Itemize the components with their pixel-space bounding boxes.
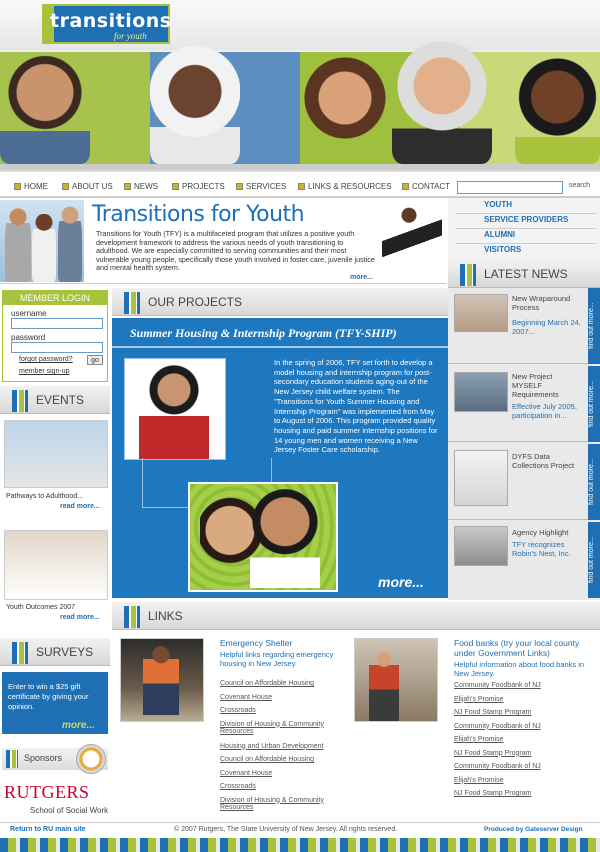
news-thumb-2: [454, 372, 508, 412]
event-more-1[interactable]: read more...: [60, 503, 100, 510]
password-label: password: [11, 333, 46, 342]
links-photo-person-1: [143, 645, 179, 715]
link-item[interactable]: Elijah's Promise: [454, 695, 504, 703]
surveys-header: [0, 638, 110, 666]
project-person-3: [250, 486, 320, 588]
latest-news-header: [448, 260, 600, 288]
intro-title: Transitions for Youth: [92, 202, 305, 227]
event-item-1[interactable]: [4, 420, 108, 516]
audience-link-service-providers[interactable]: [456, 215, 596, 229]
intro-person-2: [32, 214, 56, 282]
project-feature: [112, 318, 448, 598]
link-item[interactable]: Covenant House: [220, 769, 273, 777]
links-col1-list: [220, 680, 350, 810]
audience-link-visitors[interactable]: [456, 245, 596, 259]
event-photo-1: [4, 420, 108, 488]
event-caption-2: Youth Outcomes 2007: [6, 604, 76, 611]
audience-link-label: VISITORS: [484, 245, 522, 254]
project-photo-1: [124, 358, 226, 460]
surveys-box[interactable]: [2, 672, 108, 734]
username-input[interactable]: [11, 318, 103, 329]
news-title-3: DYFS Data Collections Project: [512, 452, 575, 470]
footer: [0, 822, 600, 836]
audience-link-youth[interactable]: [456, 200, 596, 214]
sponsors-bar: [2, 748, 108, 770]
our-projects-header: [112, 288, 448, 316]
audience-link-alumni[interactable]: [456, 230, 596, 244]
link-item[interactable]: Elijah's Promise: [454, 776, 504, 784]
nav-home[interactable]: HOME: [14, 180, 48, 194]
logo[interactable]: [42, 4, 170, 44]
intro-more-link[interactable]: more...: [350, 274, 373, 281]
links-col2-photo: [354, 638, 438, 722]
event-more-2[interactable]: read more...: [60, 614, 100, 621]
go-button[interactable]: go: [87, 355, 103, 365]
audience-link-label: ALUMNI: [484, 230, 516, 239]
link-item[interactable]: Elijah's Promise: [454, 736, 504, 743]
intro-section: [0, 198, 446, 284]
link-item[interactable]: Community Foodbank of NJ: [454, 763, 541, 770]
latest-news-title: LATEST NEWS: [484, 267, 568, 281]
password-input[interactable]: [11, 342, 103, 353]
intro-person-3: [58, 206, 82, 282]
forgot-password-link[interactable]: forgot password?: [19, 356, 73, 363]
news-title-1: New Wraparound Process: [512, 294, 571, 312]
link-item[interactable]: Council on Affordable Housing: [220, 756, 315, 763]
project-photo-2: [188, 482, 338, 592]
section-bars-icon: [12, 390, 28, 412]
username-label: username: [11, 309, 47, 318]
link-item[interactable]: NJ Food Stamp Program: [454, 790, 532, 797]
project-person-1: [139, 363, 209, 459]
nav-links-resources[interactable]: LINKS & RESOURCES: [298, 180, 392, 194]
member-signup-link[interactable]: member sign-up: [19, 368, 70, 375]
footer-return-link[interactable]: Return to RU main site: [10, 826, 86, 833]
news-sub-1: Beginning March 24, 2007...: [512, 318, 581, 336]
news-item-1[interactable]: [448, 288, 588, 364]
event-item-2[interactable]: [4, 530, 108, 626]
project-feature-title: Summer Housing & Internship Program (TFY-SHIP): [130, 326, 397, 340]
links-col1-heading[interactable]: Emergency Shelter: [220, 638, 293, 648]
audience-link-label: SERVICE PROVIDERS: [484, 215, 569, 224]
banner-bottom-stripe: [0, 164, 600, 170]
latest-news-list: [448, 288, 600, 600]
sponsor-emblem-icon: [76, 744, 106, 774]
link-item[interactable]: Crossroads: [220, 783, 256, 790]
footer-stripe: [0, 838, 600, 852]
search-label[interactable]: search: [569, 182, 591, 189]
footer-copyright: © 2007 Rutgers, The State University of New Jersey. All rights reserved.: [174, 826, 398, 833]
news-item-2[interactable]: [448, 366, 588, 442]
link-item[interactable]: Council on Affordable Housing: [220, 680, 315, 687]
link-item[interactable]: Crossroads: [220, 707, 256, 714]
header-banner: [0, 0, 600, 172]
logo-main-text: transitions: [50, 10, 172, 32]
link-item[interactable]: NJ Food Stamp Program: [454, 709, 532, 716]
find-more-tab-4[interactable]: find out more...: [588, 522, 600, 598]
surveys-more[interactable]: more...: [62, 720, 95, 731]
intro-person-1: [5, 208, 31, 282]
hero-person-4: [392, 22, 492, 164]
link-item[interactable]: Division of Housing & Community Resources: [220, 720, 324, 735]
intro-photo: [0, 200, 84, 282]
link-item[interactable]: Housing and Urban Development: [220, 742, 324, 750]
nav-about-us[interactable]: ABOUT US: [62, 180, 113, 194]
sponsors-box: [0, 740, 110, 820]
news-title-4: Agency Highlight: [512, 528, 569, 537]
nav-news[interactable]: NEWS: [124, 180, 158, 194]
news-sub-4: TFY recognizes Robin's Nest, Inc.: [512, 540, 571, 558]
links-col1: [210, 636, 350, 816]
links-col2-desc: Helpful information about food banks in New Jersey.: [454, 660, 585, 678]
section-bars-icon: [124, 292, 140, 314]
link-item[interactable]: Community Foodbank of NJ: [454, 682, 541, 689]
rutgers-school: School of Social Work: [30, 806, 109, 815]
hero-person-3: [300, 54, 390, 164]
our-projects-title: OUR PROJECTS: [148, 295, 243, 309]
footer-produced[interactable]: Produced by Gateserver Design: [484, 826, 583, 833]
skateboarder-figure: [382, 198, 442, 284]
event-photo-2: [4, 530, 108, 600]
hero-photo-strip: [0, 52, 600, 164]
link-item[interactable]: Community Foodbank of NJ: [454, 722, 541, 730]
section-bars-icon: [460, 264, 476, 286]
audience-links: [448, 198, 600, 260]
section-bars-icon: [12, 642, 28, 664]
link-item[interactable]: Covenant House: [220, 693, 273, 701]
news-title-2: New Project MYSELF Requirements: [512, 372, 559, 399]
news-thumb-1: [454, 294, 508, 332]
news-sub-2: Effective July 2005, participation in...: [512, 402, 577, 420]
links-photo-person-2: [369, 651, 399, 721]
event-caption-1: Pathways to Adulthood...: [6, 493, 84, 500]
news-thumb-4: [454, 526, 508, 566]
news-item-4[interactable]: [448, 522, 588, 600]
find-more-tab-2[interactable]: find out more...: [588, 366, 600, 442]
links-header: [112, 602, 600, 630]
logo-sub-text: for youth: [114, 31, 147, 41]
find-more-tab-3[interactable]: find out more...: [588, 444, 600, 520]
hero-person-5: [515, 56, 600, 164]
section-bars-icon: [6, 750, 18, 768]
links-col2: [444, 636, 598, 816]
news-thumb-3: [454, 450, 508, 506]
news-item-3[interactable]: [448, 444, 588, 520]
search-input[interactable]: [457, 181, 563, 194]
project-divider: [112, 346, 448, 348]
sponsors-title: Sponsors: [24, 753, 63, 763]
links-col1-photo: [120, 638, 204, 722]
nav-contact[interactable]: CONTACT: [402, 180, 450, 194]
project-more-link[interactable]: more...: [378, 574, 424, 590]
member-login-box: [2, 290, 108, 382]
rutgers-logo[interactable]: RUTGERS: [4, 782, 90, 802]
project-text: In the spring of 2006, TFY set forth to develop a model housing and internship program for post-secondary education students aging-out of the New Jersey child welfare system. The "Transitions for Youth Summer Housing and Internship Program" was implemented from May to August of 2006. This program provided quality housing and paid summer internship positions for 14 young men and women receiving a New Jersey Foster Care scholarship.: [274, 358, 438, 455]
main-nav: [0, 180, 600, 194]
surveys-title: SURVEYS: [36, 645, 94, 659]
events-header: [0, 386, 110, 414]
hero-person-1: [0, 54, 90, 164]
nav-services[interactable]: SERVICES: [236, 180, 286, 194]
section-bars-icon: [124, 606, 140, 628]
member-login-title: MEMBER LOGIN: [3, 291, 107, 305]
events-title: EVENTS: [36, 393, 85, 407]
find-more-tab-1[interactable]: find out more...: [588, 288, 600, 364]
hero-person-2: [150, 32, 240, 164]
links-col2-heading[interactable]: Food banks (try your local county under Government Links): [454, 638, 580, 658]
links-col2-list: [454, 682, 594, 804]
link-item[interactable]: Division of Housing & Community Resources: [220, 796, 324, 811]
audience-link-label: YOUTH: [484, 200, 512, 209]
links-title: LINKS: [148, 609, 183, 623]
surveys-text: Enter to win a $25 gift certificate by giving your opinion.: [8, 682, 89, 711]
links-col1-desc: Helpful links regarding emergency housing in New Jersey.: [220, 650, 334, 668]
nav-projects[interactable]: PROJECTS: [172, 180, 225, 194]
link-item[interactable]: NJ Food Stamp Program: [454, 749, 532, 757]
intro-text: Transitions for Youth (TFY) is a multifaceted program that utilizes a positive youth development framework to address the various needs of youth transitioning to adulthood. We are especially committed to serving communities and their most vulnerable young people, specifically those youth involved in foster care, juvenile justice and mental health system.: [96, 229, 375, 273]
